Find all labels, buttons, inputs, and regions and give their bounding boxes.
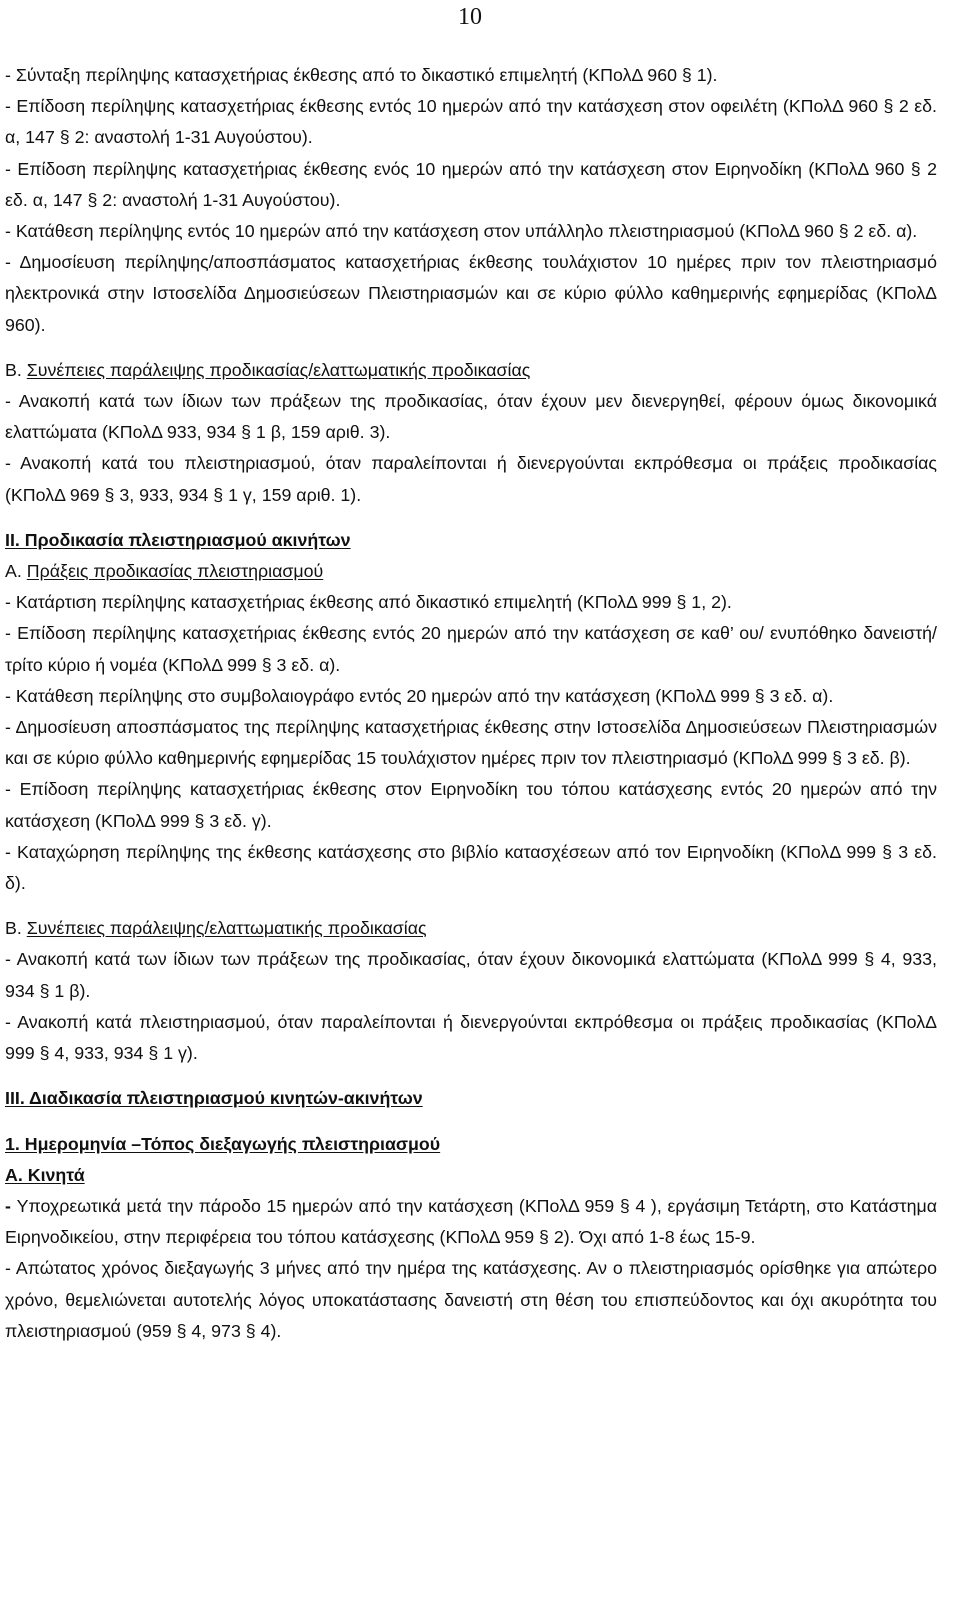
paragraph: - Δημοσίευση αποσπάσματος της περίληψης κατασχετήριας έκθεσης στην Ιστοσελίδα Δημοσιεύσεων Πλειστηριασμών και σε κύριο φύλλο καθημερινής εφημερίδας 15 τουλάχιστον ημέρες πριν τον πλειστηριασμό (ΚΠολΔ 999 § 3 εδ. β). (5, 717, 937, 769)
paragraph (5, 1191, 937, 1253)
paragraph: - Ανακοπή κατά των ίδιων των πράξεων της προδικασίας, όταν έχουν δικονομικά ελαττώματα (ΚΠολΔ 999 § 4, 933, 934 § 1 β). (5, 949, 937, 1001)
section-title: Πράξεις προδικασίας πλειστηριασμού (26, 561, 324, 582)
spacer (5, 511, 937, 525)
section-title: Συνέπειες παράλειψης/ελαττωματικής προδικασίας (26, 918, 427, 939)
subsection-heading: Α. Κινητά (5, 1164, 85, 1185)
paragraph: - Επίδοση περίληψης κατασχετήριας έκθεσης εντός 20 ημερών από την κατάσχεση σε καθ’ ου/ ενυπόθηκο δανειστή/ τρίτο κύριο ή νομέα (ΚΠολΔ 999 § 3 εδ. α). (5, 623, 937, 675)
spacer (5, 899, 937, 913)
paragraph: - Απώτατος χρόνος διεξαγωγής 3 μήνες από την ημέρα της κατάσχεσης. Αν ο πλειστηριασμός ορίσθηκε για απώτερο χρόνο, θεμελιώνεται αυτοτελής λόγος υποκατάστασης δανειστή στη θέση του επισπεύδοντος και όχι ακυρότητα του πλειστηριασμού (959 § 4, 973 § 4). (5, 1258, 937, 1341)
paragraph-text: Υποχρεωτικά μετά την πάροδο 15 ημερών από την κατάσχεση (ΚΠολΔ 959 § 4 ), εργάσιμη Τετάρτη, στο Κατάστημα Ειρηνοδικείου, στην περιφέρεια του τόπου κατάσχεσης (ΚΠολΔ 959 § 2). Όχι από 1-8 έως 15-9. (5, 1195, 937, 1248)
paragraph: - Ανακοπή κατά του πλειστηριασμού, όταν παραλείπονται ή διενεργούνται εκπρόθεσμα οι πράξεις προδικασίας (ΚΠολΔ 969 § 3, 933, 934 § 1 γ, 159 αριθ. 1). (5, 453, 937, 505)
paragraph: - Κατάθεση περίληψης στο συμβολαιογράφο εντός 20 ημερών από την κατάσχεση (ΚΠολΔ 999 § 3 εδ. α). (5, 685, 834, 706)
paragraph: - Κατάθεση περίληψης εντός 10 ημερών από την κατάσχεση στον υπάλληλο πλειστηριασμού (ΚΠολΔ 960 § 2 εδ. α). (5, 221, 918, 242)
section-prefix: Β. (5, 359, 27, 380)
spacer (5, 1069, 937, 1083)
bullet-dash: - (5, 1195, 17, 1216)
paragraph: - Καταχώρηση περίληψης της έκθεσης κατάσχεσης στο βιβλίο κατασχέσεων από τον Ειρηνοδίκη (ΚΠολΔ 999 § 3 εδ. δ). (5, 841, 937, 894)
subsection-heading: 1. Ημερομηνία –Τόπος διεξαγωγής πλειστηριασμού (5, 1133, 441, 1154)
spacer (5, 1115, 937, 1129)
section-heading (5, 913, 937, 944)
paragraph: - Επίδοση περίληψης κατασχετήριας έκθεσης ενός 10 ημερών από την κατάσχεση στον Ειρηνοδίκη (ΚΠολΔ 960 § 2 εδ. α, 147 § 2: αναστολή 1-31 Αυγούστου). (5, 158, 937, 210)
document-body (5, 60, 937, 1347)
section-heading (5, 556, 937, 587)
paragraph: - Δημοσίευση περίληψης/αποσπάσματος κατασχετήριας έκθεσης τουλάχιστον 10 ημέρες πριν τον πλειστηριασμό ηλεκτρονικά στην Ιστοσελίδα Δημοσιεύσεων Πλειστηριασμών και σε κύριο φύλλο καθημερινής εφημερίδας (ΚΠολΔ 960). (5, 252, 937, 335)
paragraph: - Ανακοπή κατά των ίδιων των πράξεων της προδικασίας, όταν έχουν μεν διενεργηθεί, φέρουν όμως δικονομικά ελαττώματα (ΚΠολΔ 933, 934 § 1 β, 159 αριθ. 3). (5, 391, 937, 443)
section-title: Συνέπειες παράλειψης προδικασίας/ελαττωματικής προδικασίας (26, 359, 531, 380)
chapter-heading: ΙΙ. Προδικασία πλειστηριασμού ακινήτων (5, 529, 351, 550)
paragraph: - Σύνταξη περίληψης κατασχετήριας έκθεσης από το δικαστικό επιμελητή (ΚΠολΔ 960 § 1). (5, 65, 718, 85)
section-prefix: Β. (5, 918, 27, 939)
paragraph: - Επίδοση περίληψης κατασχετήριας έκθεσης στον Ειρηνοδίκη του τόπου κατάσχεσης εντός 20 ημερών από την κατάσχεση (ΚΠολΔ 999 § 3 εδ. γ). (5, 779, 937, 831)
chapter-heading: ΙΙΙ. Διαδικασία πλειστηριασμού κινητών-ακινήτων (5, 1088, 423, 1109)
paragraph: - Κατάρτιση περίληψης κατασχετήριας έκθεσης από δικαστικό επιμελητή (ΚΠολΔ 999 § 1, 2). (5, 592, 732, 613)
spacer (5, 341, 937, 355)
paragraph: - Ανακοπή κατά πλειστηριασμού, όταν παραλείπονται ή διενεργούνται εκπρόθεσμα οι πράξεις προδικασίας (ΚΠολΔ 999 § 4, 933, 934 § 1 γ). (5, 1011, 937, 1064)
section-heading (5, 355, 937, 386)
page-number: 10 (458, 4, 482, 30)
section-prefix: Α. (5, 561, 27, 582)
paragraph: - Επίδοση περίληψης κατασχετήριας έκθεσης εντός 10 ημερών από την κατάσχεση στον οφειλέτη (ΚΠολΔ 960 § 2 εδ. α, 147 § 2: αναστολή 1-31 Αυγούστου). (5, 96, 937, 148)
